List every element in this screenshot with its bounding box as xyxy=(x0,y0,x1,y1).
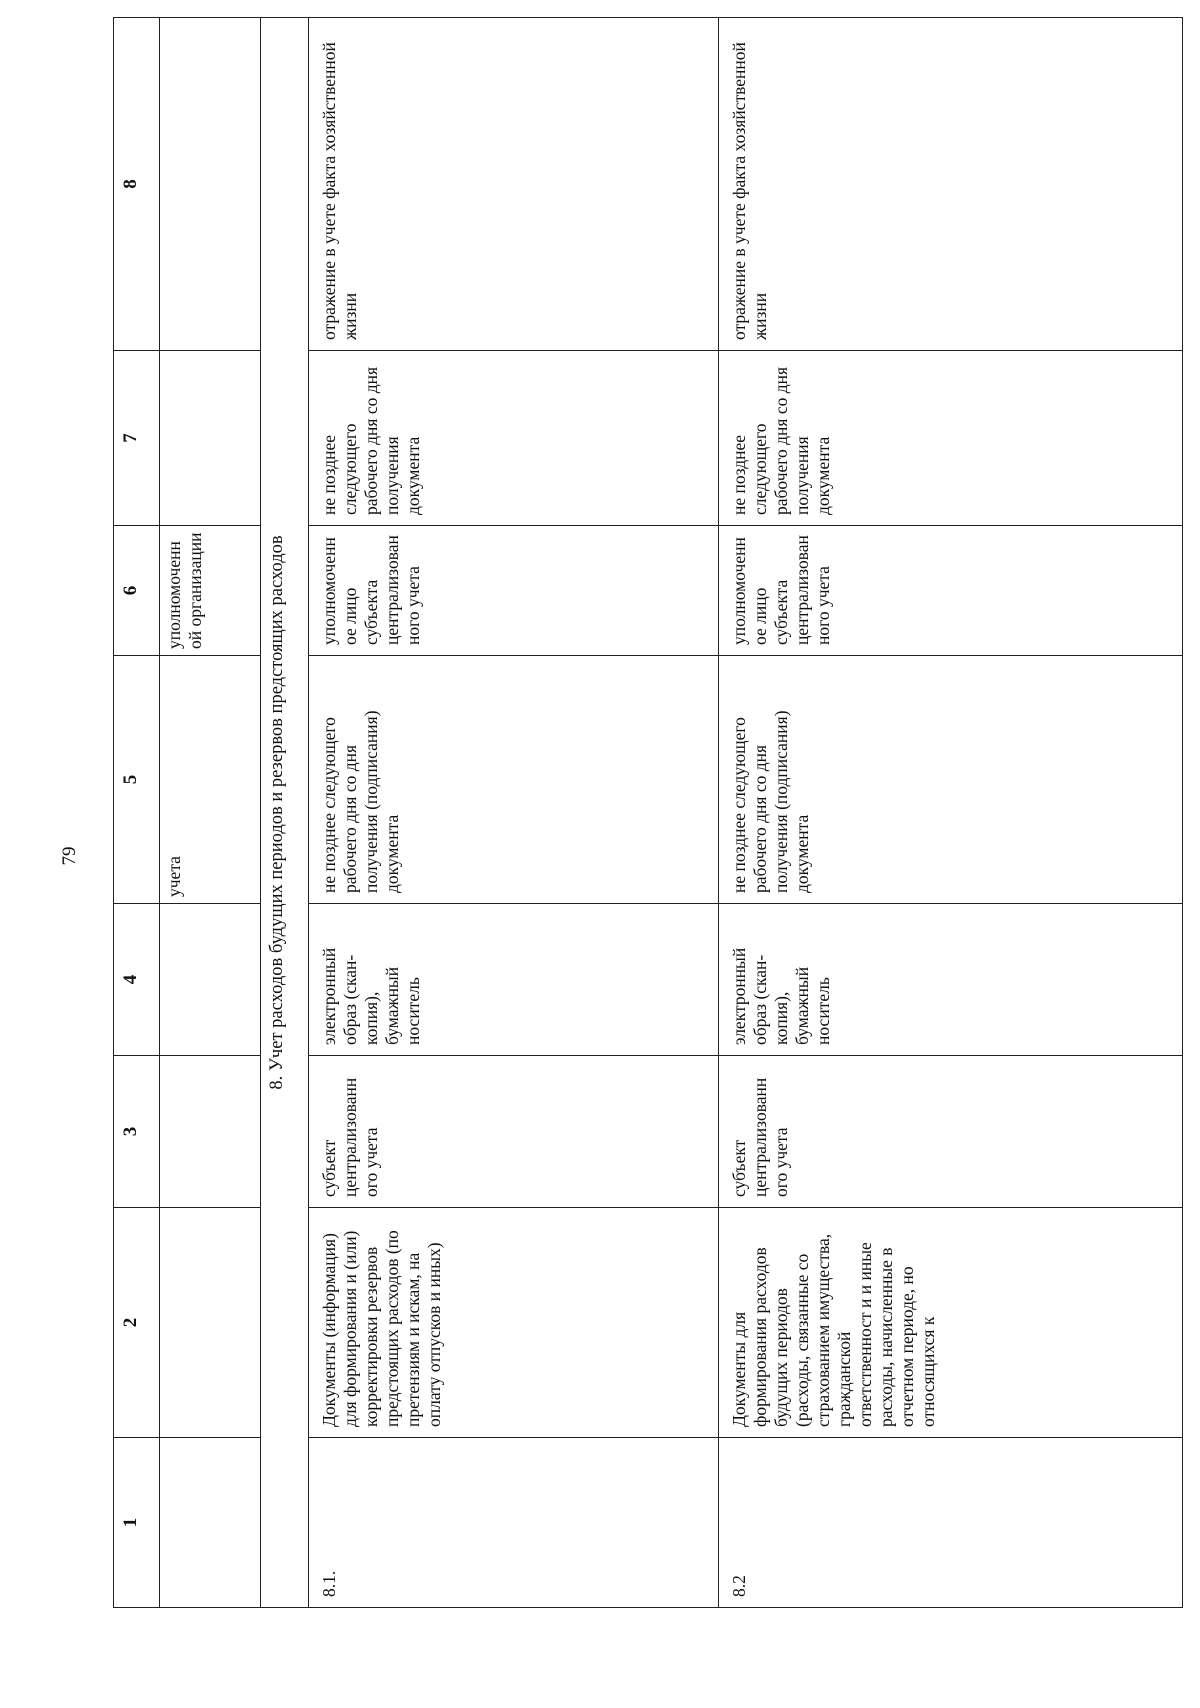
row-number: 8.2 xyxy=(719,1438,1183,1608)
section-row xyxy=(261,18,309,1608)
document-form: электронный образ (скан-копия), бумажный носитель xyxy=(309,904,719,1056)
submission-term: не позднее следующего рабочего дня со дня получения (подписания) документа xyxy=(719,656,1183,904)
document-receiver: уполномоченн ое лицо субъекта централизован ного учета xyxy=(309,526,719,656)
document-creator: субъект централизованн ого учета xyxy=(309,1056,719,1208)
row-number: 8.1. xyxy=(309,1438,719,1608)
cont-cell-7 xyxy=(159,351,260,526)
table-row xyxy=(719,18,1183,1608)
submission-term: не позднее следующего рабочего дня со дня получения (подписания) документа xyxy=(309,656,719,904)
cont-cell-8 xyxy=(159,18,260,351)
cont-cell-1 xyxy=(159,1438,260,1608)
register-table xyxy=(113,17,1183,1608)
col-header-4: 4 xyxy=(114,904,160,1056)
col-header-8: 8 xyxy=(114,18,160,351)
section-title: 8. Учет расходов будущих периодов и резервов предстоящих расходов xyxy=(261,18,309,1608)
col-header-7: 7 xyxy=(114,351,160,526)
processing-term: не позднее следующего рабочего дня со дня получения документа xyxy=(309,351,719,526)
document-form: электронный образ (скан-копия), бумажный носитель xyxy=(719,904,1183,1056)
document-name: Документы для формирования расходов будущих периодов (расходы, связанные со страхованием имущества, гражданской ответственност и и иные расходы, начисленные в отчетном периоде, но относящихся к xyxy=(719,1208,1183,1438)
col-header-5: 5 xyxy=(114,656,160,904)
processing-note: отражение в учете факта хозяйственной жизни xyxy=(719,18,1183,351)
document-name: Документы (информация) для формирования и (или) корректировки резервов предстоящих расходов (по претензиям и искам, на оплату отпусков и иных) xyxy=(309,1208,719,1438)
table-row xyxy=(309,18,719,1608)
processing-note: отражение в учете факта хозяйственной жизни xyxy=(309,18,719,351)
header-row xyxy=(114,18,160,1608)
processing-term: не позднее следующего рабочего дня со дня получения документа xyxy=(719,351,1183,526)
page-number: 79 xyxy=(59,846,80,866)
col-header-2: 2 xyxy=(114,1208,160,1438)
cont-cell-2 xyxy=(159,1208,260,1438)
document-creator: субъект централизованн ого учета xyxy=(719,1056,1183,1208)
cont-cell-3 xyxy=(159,1056,260,1208)
col-header-1: 1 xyxy=(114,1438,160,1608)
rotated-table-wrapper xyxy=(113,18,1183,1608)
col-header-6: 6 xyxy=(114,526,160,656)
cont-cell-6: уполномоченн ой организации xyxy=(159,526,260,656)
document-receiver: уполномоченн ое лицо субъекта централизован ного учета xyxy=(719,526,1183,656)
continuation-row xyxy=(159,18,260,1608)
cont-cell-5: учета xyxy=(159,656,260,904)
cont-cell-4 xyxy=(159,904,260,1056)
col-header-3: 3 xyxy=(114,1056,160,1208)
